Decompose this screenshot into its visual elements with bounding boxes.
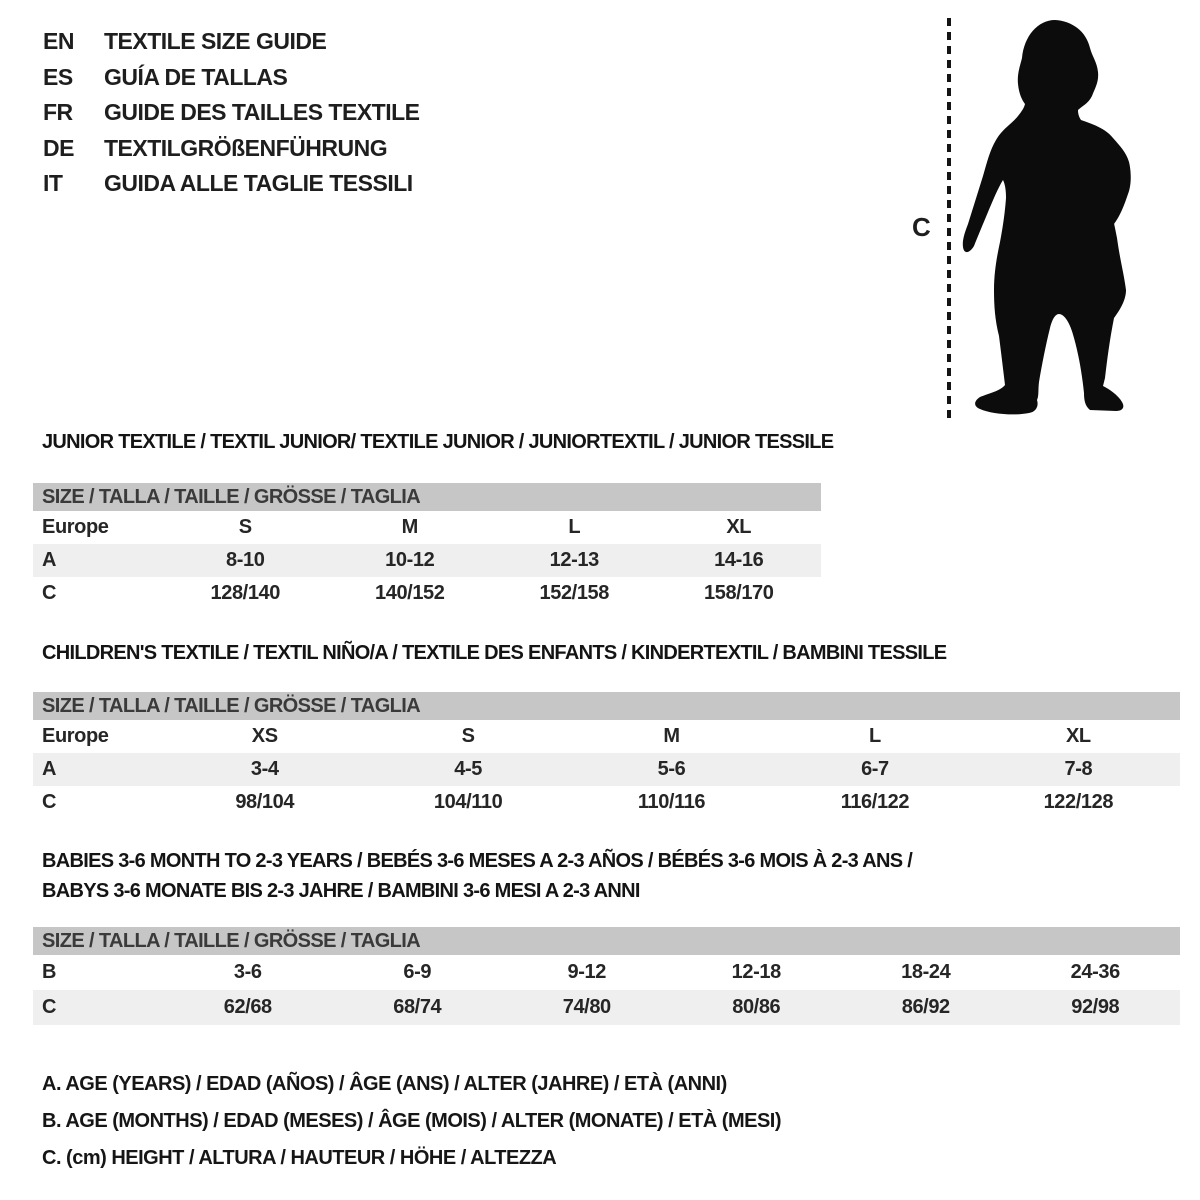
table-row [33, 990, 1180, 1025]
table-row [33, 544, 821, 577]
size-cell: 9-12 [567, 961, 606, 983]
language-code: ES [43, 63, 73, 90]
language-name: TEXTILE SIZE GUIDE [104, 28, 327, 55]
size-cell: 116/122 [840, 791, 910, 813]
size-cell: 10-12 [385, 549, 435, 571]
language-name: GUIDE DES TAILLES TEXTILE [104, 99, 420, 126]
legend-line-a: A. AGE (YEARS) / EDAD (AÑOS) / ÂGE (ANS) / ALTER (JAHRE) / ETÀ (ANNI) [42, 1073, 727, 1095]
size-cell: 12-13 [549, 549, 599, 571]
children-size-table [33, 692, 1180, 819]
size-cell: 128/140 [210, 582, 280, 604]
size-cell: XL [1065, 725, 1091, 747]
size-cell: M [401, 516, 418, 538]
size-cell: 8-10 [226, 549, 265, 571]
language-name: GUIDA ALLE TAGLIE TESSILI [104, 170, 413, 197]
height-dashed-line [947, 18, 951, 418]
row-label: Europe [42, 725, 109, 747]
size-cell: 74/80 [562, 996, 611, 1018]
language-row [43, 24, 420, 60]
row-label: C [42, 582, 57, 604]
babies-heading-line-1: BABIES 3-6 MONTH TO 2-3 YEARS / BEBÉS 3-6 MESES A 2-3 AÑOS / BÉBÉS 3-6 MOIS À 2-3 ANS / [42, 850, 913, 872]
size-cell: 92/98 [1071, 996, 1120, 1018]
size-cell: 104/110 [433, 791, 503, 813]
babies-section-heading [42, 846, 912, 906]
size-cell: 5-6 [657, 758, 686, 780]
language-name: TEXTILGRÖßENFÜHRUNG [104, 134, 388, 161]
size-cell: M [663, 725, 680, 747]
height-measure-label: C [912, 212, 931, 242]
size-cell: 24-36 [1070, 961, 1120, 983]
language-code: EN [43, 28, 74, 55]
size-cell: 158/170 [704, 582, 774, 604]
language-row [43, 131, 420, 167]
row-label: C [42, 996, 57, 1018]
size-cell: 12-18 [731, 961, 781, 983]
size-cell: 140/152 [375, 582, 445, 604]
legend [42, 1066, 781, 1177]
language-name: GUÍA DE TALLAS [104, 63, 288, 90]
row-label: C [42, 791, 57, 813]
language-row [43, 60, 420, 96]
size-cell: 18-24 [901, 961, 951, 983]
size-cell: 6-9 [403, 961, 432, 983]
size-cell: 110/116 [637, 791, 706, 813]
size-cell: 152/158 [539, 582, 609, 604]
junior-size-table [33, 483, 821, 610]
size-cell: 3-4 [250, 758, 279, 780]
row-label: B [42, 961, 57, 983]
size-cell: XL [726, 516, 752, 538]
row-label: Europe [42, 516, 109, 538]
size-cell: 14-16 [714, 549, 764, 571]
size-cell: 6-7 [861, 758, 889, 780]
size-cell: S [461, 725, 475, 747]
size-cell: 4-5 [454, 758, 482, 780]
babies-heading-line-2: BABYS 3-6 MONATE BIS 2-3 JAHRE / BAMBINI 3-6 MESI A 2-3 ANNI [42, 880, 640, 902]
row-label: A [42, 758, 57, 780]
size-cell: L [869, 725, 881, 747]
size-cell: L [568, 516, 581, 538]
language-code: IT [43, 170, 63, 197]
junior-section-heading: JUNIOR TEXTILE / TEXTIL JUNIOR/ TEXTILE JUNIOR / JUNIORTEXTIL / JUNIOR TESSILE [42, 431, 834, 453]
table-row [33, 786, 1180, 819]
table-row [33, 753, 1180, 786]
size-cell: 86/92 [901, 996, 950, 1018]
size-cell: 3-6 [233, 961, 262, 983]
language-list [43, 24, 420, 202]
language-code: FR [43, 99, 73, 126]
table-row [33, 720, 1180, 753]
size-cell: 7-8 [1064, 758, 1093, 780]
size-cell: S [238, 516, 252, 538]
children-section-heading: CHILDREN'S TEXTILE / TEXTIL NIÑO/A / TEXTILE DES ENFANTS / KINDERTEXTIL / BAMBINI TESSILE [42, 642, 947, 664]
size-cell: XS [251, 725, 278, 747]
size-cell: 98/104 [235, 791, 295, 813]
size-cell: 80/86 [732, 996, 781, 1018]
table-row [33, 511, 821, 544]
language-code: DE [43, 134, 74, 161]
size-cell: 122/128 [1043, 791, 1114, 813]
language-row [43, 166, 420, 202]
size-header-bar: SIZE / TALLA / TAILLE / GRÖSSE / TAGLIA [33, 692, 1180, 720]
legend-line-b: B. AGE (MONTHS) / EDAD (MESES) / ÂGE (MOIS) / ALTER (MONATE) / ETÀ (MESI) [42, 1110, 782, 1132]
language-row [43, 95, 420, 131]
row-label: A [42, 549, 57, 571]
table-row [33, 955, 1180, 990]
table-row [33, 577, 821, 610]
size-cell: 62/68 [223, 996, 272, 1018]
babies-size-table [33, 927, 1180, 1025]
size-header-bar: SIZE / TALLA / TAILLE / GRÖSSE / TAGLIA [33, 927, 1180, 955]
size-cell: 68/74 [393, 996, 442, 1018]
toddler-silhouette-image [960, 16, 1145, 420]
size-header-bar: SIZE / TALLA / TAILLE / GRÖSSE / TAGLIA [33, 483, 821, 511]
legend-line-c: C. (cm) HEIGHT / ALTURA / HAUTEUR / HÖHE / ALTEZZA [42, 1147, 557, 1169]
